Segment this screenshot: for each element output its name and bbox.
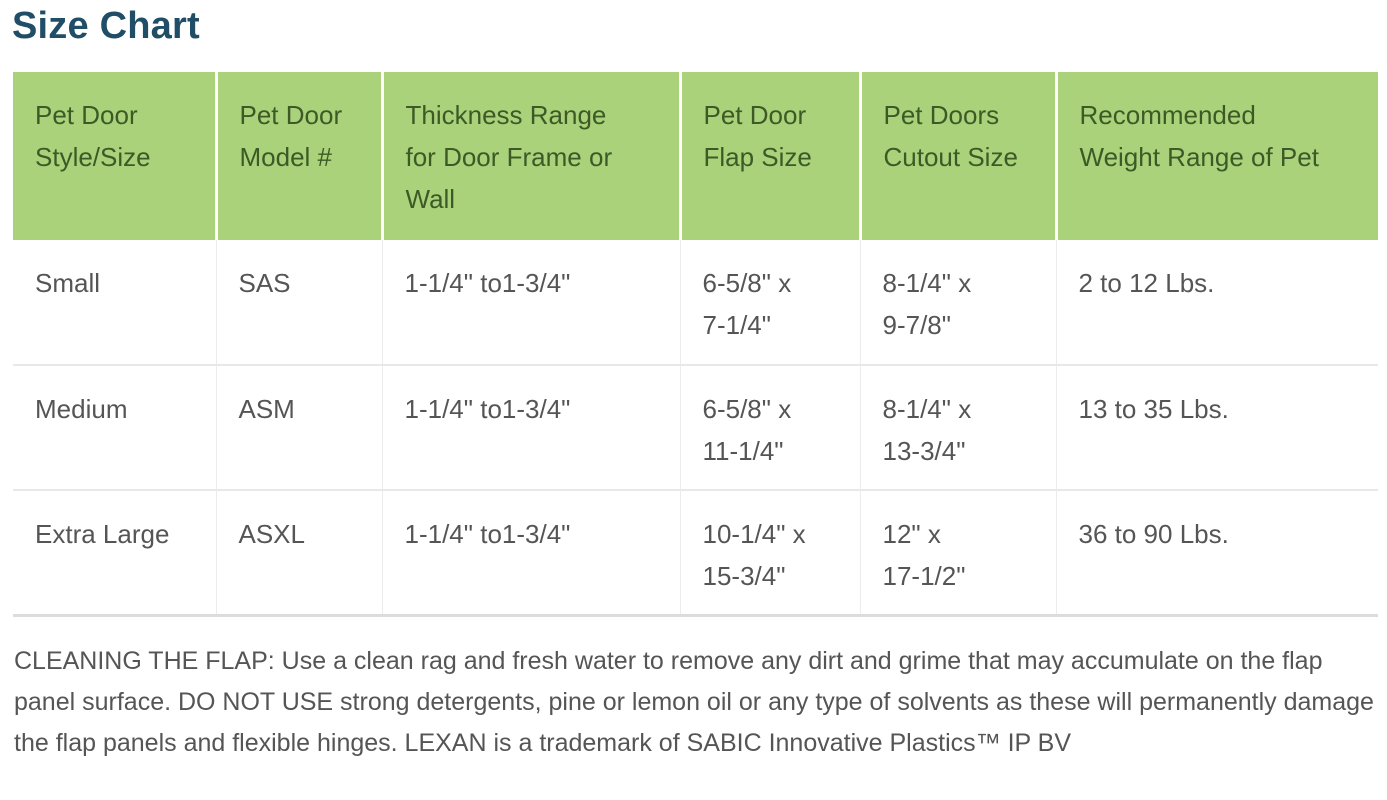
- cell-weight-range: [1056, 240, 1378, 365]
- cell-cutout-size: [860, 490, 1056, 615]
- size-chart-header: [13, 71, 1378, 241]
- cell-line: Small: [35, 268, 101, 298]
- cell-cutout-size: [860, 365, 1056, 490]
- header-row: [13, 71, 1378, 241]
- cell-weight-range: [1056, 365, 1378, 490]
- cell-weight-range: [1056, 490, 1378, 615]
- table-row: [13, 365, 1378, 490]
- header-line: Pet Door: [703, 100, 807, 130]
- cell-line: 8-1/4" x: [882, 268, 972, 298]
- cell-thickness-range: [382, 490, 680, 615]
- header-flap-size: [680, 71, 860, 241]
- cell-line: 6-5/8" x: [702, 394, 792, 424]
- cell-line: 12" x: [882, 519, 941, 549]
- cell-style-size: [13, 365, 216, 490]
- page-title: Size Chart: [12, 5, 200, 47]
- header-line: Model #: [239, 142, 332, 172]
- cell-model-number: [216, 240, 382, 365]
- cell-flap-size: [680, 365, 860, 490]
- header-weight-range: [1056, 71, 1378, 241]
- cell-thickness-range: [382, 365, 680, 490]
- cell-line: 1-1/4" to1-3/4": [404, 394, 571, 424]
- cell-style-size: [13, 240, 216, 365]
- header-line: Thickness Range: [405, 100, 607, 130]
- header-line: Pet Doors: [883, 100, 1000, 130]
- cell-flap-size: [680, 490, 860, 615]
- cell-line: ASXL: [238, 519, 305, 549]
- header-line: Cutout Size: [883, 142, 1018, 172]
- cell-thickness-range: [382, 240, 680, 365]
- header-line: Wall: [405, 184, 456, 214]
- header-line: for Door Frame or: [405, 142, 613, 172]
- size-chart-body: [13, 240, 1378, 615]
- header-line: Weight Range of Pet: [1079, 142, 1319, 172]
- cell-line: 11-1/4": [702, 436, 784, 466]
- cell-line: 8-1/4" x: [882, 394, 972, 424]
- cell-flap-size: [680, 240, 860, 365]
- cell-line: SAS: [238, 268, 291, 298]
- cell-line: 13-3/4": [882, 436, 966, 466]
- cell-line: ASM: [238, 394, 295, 424]
- cell-line: Extra Large: [35, 519, 170, 549]
- cell-line: 1-1/4" to1-3/4": [404, 519, 571, 549]
- header-line: Flap Size: [703, 142, 812, 172]
- cell-line: 17-1/2": [882, 561, 966, 591]
- header-model-number: [216, 71, 382, 241]
- cell-line: 9-7/8": [882, 310, 951, 340]
- cell-line: 2 to 12 Lbs.: [1078, 268, 1215, 298]
- table-row: [13, 240, 1378, 365]
- cell-line: 10-1/4" x: [702, 519, 806, 549]
- cell-cutout-size: [860, 240, 1056, 365]
- cell-line: 1-1/4" to1-3/4": [404, 268, 571, 298]
- header-style-size: [13, 71, 216, 241]
- header-cutout-size: [860, 71, 1056, 241]
- table-row: [13, 490, 1378, 615]
- size-chart-table: [13, 69, 1378, 617]
- header-line: Recommended: [1079, 100, 1256, 130]
- cell-line: 13 to 35 Lbs.: [1078, 394, 1229, 424]
- header-thickness-range: [382, 71, 680, 241]
- header-line: Style/Size: [35, 142, 151, 172]
- cell-line: 6-5/8" x: [702, 268, 792, 298]
- cell-line: 36 to 90 Lbs.: [1078, 519, 1229, 549]
- cell-style-size: [13, 490, 216, 615]
- cell-line: 7-1/4": [702, 310, 771, 340]
- cell-line: Medium: [35, 394, 128, 424]
- cell-model-number: [216, 490, 382, 615]
- header-line: Pet Door: [239, 100, 343, 130]
- cell-model-number: [216, 365, 382, 490]
- cleaning-note: CLEANING THE FLAP: Use a clean rag and fresh water to remove any dirt and grime that may accumulate on the flap panel surface. DO NOT USE strong detergents, pine or lemon oil or any type of solvents as these will permanently damage the flap panels and flexible hinges. LEXAN is a trademark of SABIC Innovative Plastics™ IP BV: [14, 647, 1374, 757]
- cell-line: 15-3/4": [702, 561, 786, 591]
- header-line: Pet Door: [35, 100, 138, 130]
